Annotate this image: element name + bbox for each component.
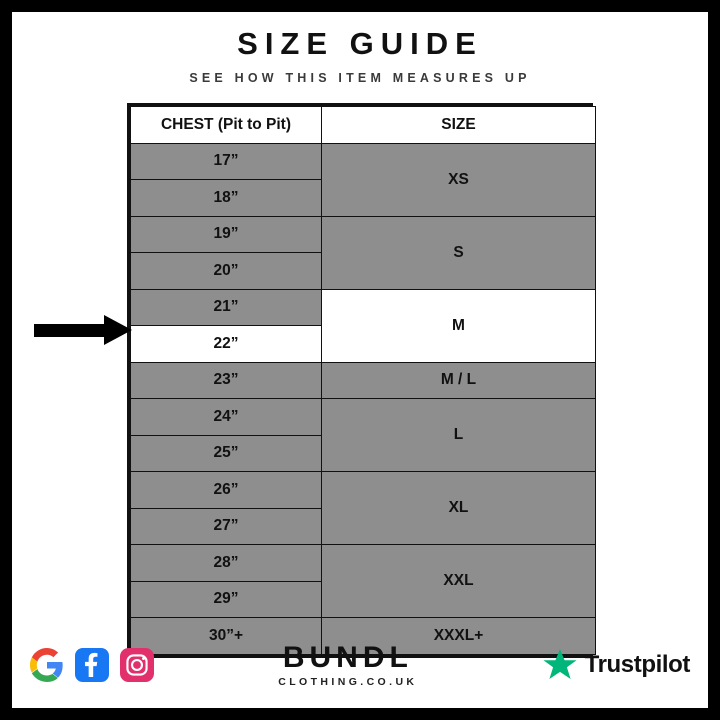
chest-cell: 20” bbox=[131, 253, 322, 290]
social-icons bbox=[30, 648, 154, 682]
table-row bbox=[131, 143, 596, 180]
chest-cell: 18” bbox=[131, 180, 322, 217]
page-subtitle: SEE HOW THIS ITEM MEASURES UP bbox=[189, 71, 531, 85]
table-row bbox=[131, 472, 596, 509]
footer bbox=[12, 634, 708, 696]
chest-cell: 21” bbox=[131, 289, 322, 326]
column-header-size: SIZE bbox=[322, 107, 596, 144]
size-cell: S bbox=[322, 216, 596, 289]
size-cell: XXXL+ bbox=[322, 618, 596, 655]
chest-cell: 24” bbox=[131, 399, 322, 436]
page-title: SIZE GUIDE bbox=[237, 26, 483, 61]
chest-cell: 25” bbox=[131, 435, 322, 472]
google-icon[interactable] bbox=[30, 648, 64, 682]
trustpilot-logo[interactable] bbox=[542, 648, 690, 682]
table-row bbox=[131, 216, 596, 253]
brand-name: BUNDL bbox=[282, 641, 413, 675]
chest-cell: 27” bbox=[131, 508, 322, 545]
brand-website: CLOTHING.CO.UK bbox=[278, 675, 418, 688]
table-header-row bbox=[131, 107, 596, 144]
chest-cell: 19” bbox=[131, 216, 322, 253]
table-row bbox=[131, 545, 596, 582]
trustpilot-label: Trustpilot bbox=[584, 651, 690, 678]
chest-cell: 30”+ bbox=[131, 618, 322, 655]
chest-cell: 23” bbox=[131, 362, 322, 399]
chest-cell: 26” bbox=[131, 472, 322, 509]
size-table bbox=[130, 106, 596, 655]
table-row-highlighted bbox=[131, 289, 596, 326]
trustpilot-star-icon bbox=[542, 648, 578, 682]
column-header-chest: CHEST (Pit to Pit) bbox=[131, 107, 322, 144]
brand-logo bbox=[154, 642, 542, 688]
size-cell: XS bbox=[322, 143, 596, 216]
size-cell-highlighted: M bbox=[322, 289, 596, 362]
chest-cell: 29” bbox=[131, 581, 322, 618]
chest-cell-highlighted: 22” bbox=[131, 326, 322, 363]
arrow-head bbox=[104, 315, 132, 345]
arrow-shaft bbox=[34, 324, 106, 337]
size-table-wrapper bbox=[127, 103, 593, 658]
chest-cell: 28” bbox=[131, 545, 322, 582]
size-cell: XL bbox=[322, 472, 596, 545]
chest-cell: 17” bbox=[131, 143, 322, 180]
facebook-icon[interactable] bbox=[75, 648, 109, 682]
size-guide-sheet bbox=[12, 12, 708, 708]
table-row bbox=[131, 362, 596, 399]
instagram-icon[interactable] bbox=[120, 648, 154, 682]
arrow-indicator-icon bbox=[34, 315, 134, 345]
size-cell: XXL bbox=[322, 545, 596, 618]
size-cell: L bbox=[322, 399, 596, 472]
table-row bbox=[131, 399, 596, 436]
size-cell: M / L bbox=[322, 362, 596, 399]
